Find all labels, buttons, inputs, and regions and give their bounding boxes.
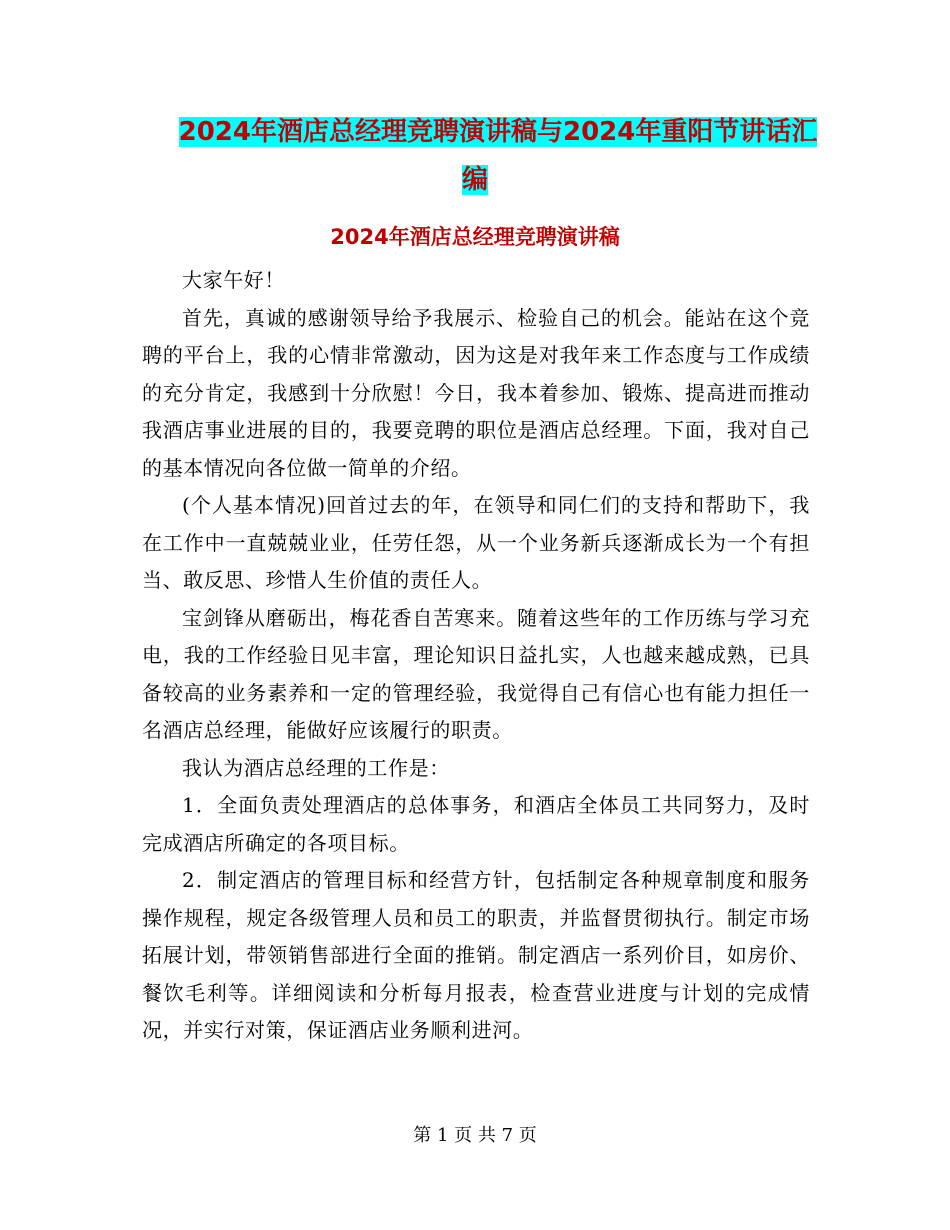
section-title: 2024年酒店总经理竞聘演讲稿: [330, 225, 620, 249]
paragraph-greeting: 大家午好！: [182, 268, 285, 292]
page-number-footer: 第 1 页 共 7 页: [413, 1125, 537, 1146]
paragraph: 首先，真诚的感谢领导给予我展示、检验自己的机会。能站在这个竞聘的平台上，我的心情非常激动，因为这是对我年来工作态度与工作成绩的充分肯定，我感到十分欣慰！今日，我本着参加、锻炼、提高进而推动我酒店事业进展的目的，我要竞聘的职位是酒店总经理。下面，我对自己的基本情况向各位做一简单的介绍。: [142, 305, 810, 480]
paragraph: 我认为酒店总经理的工作是：: [182, 755, 450, 780]
paragraph: (个人基本情况)回首过去的年，在领导和同仁们的支持和帮助下，我在工作中一直兢兢业业，任劳任怨，从一个业务新兵逐渐成长为一个有担当、敢反思、珍惜人生价值的责任人。: [142, 493, 810, 592]
list-item: 2．制定酒店的管理目标和经营方针，包括制定各种规章制度和服务操作规程，规定各级管理人员和员工的职责，并监督贯彻执行。制定市场拓展计划，带领销售部进行全面的推销。制定酒店一系列价目，如房价、餐饮毛利等。详细阅读和分析每月报表，检查营业进度与计划的完成情况，并实行对策，保证酒店业务顺利进河。: [142, 868, 810, 1042]
list-item: 1．全面负责处理酒店的总体事务，和酒店全体员工共同努力，及时完成酒店所确定的各项目标。: [142, 793, 810, 855]
document-title-line1: 2024年酒店总经理竞聘演讲稿与2024年重阳节讲话汇: [178, 117, 818, 147]
document-body: [142, 262, 810, 1050]
document-title: [0, 108, 950, 204]
paragraph: 宝剑锋从磨砺出，梅花香自苦寒来。随着这些年的工作历练与学习充电，我的工作经验日见丰富，理论知识日益扎实，人也越来越成熟，已具备较高的业务素养和一定的管理经验，我觉得自己有信心也有能力担任一名酒店总经理，能做好应该履行的职责。: [142, 605, 810, 742]
document-title-line2: 编: [461, 165, 488, 195]
